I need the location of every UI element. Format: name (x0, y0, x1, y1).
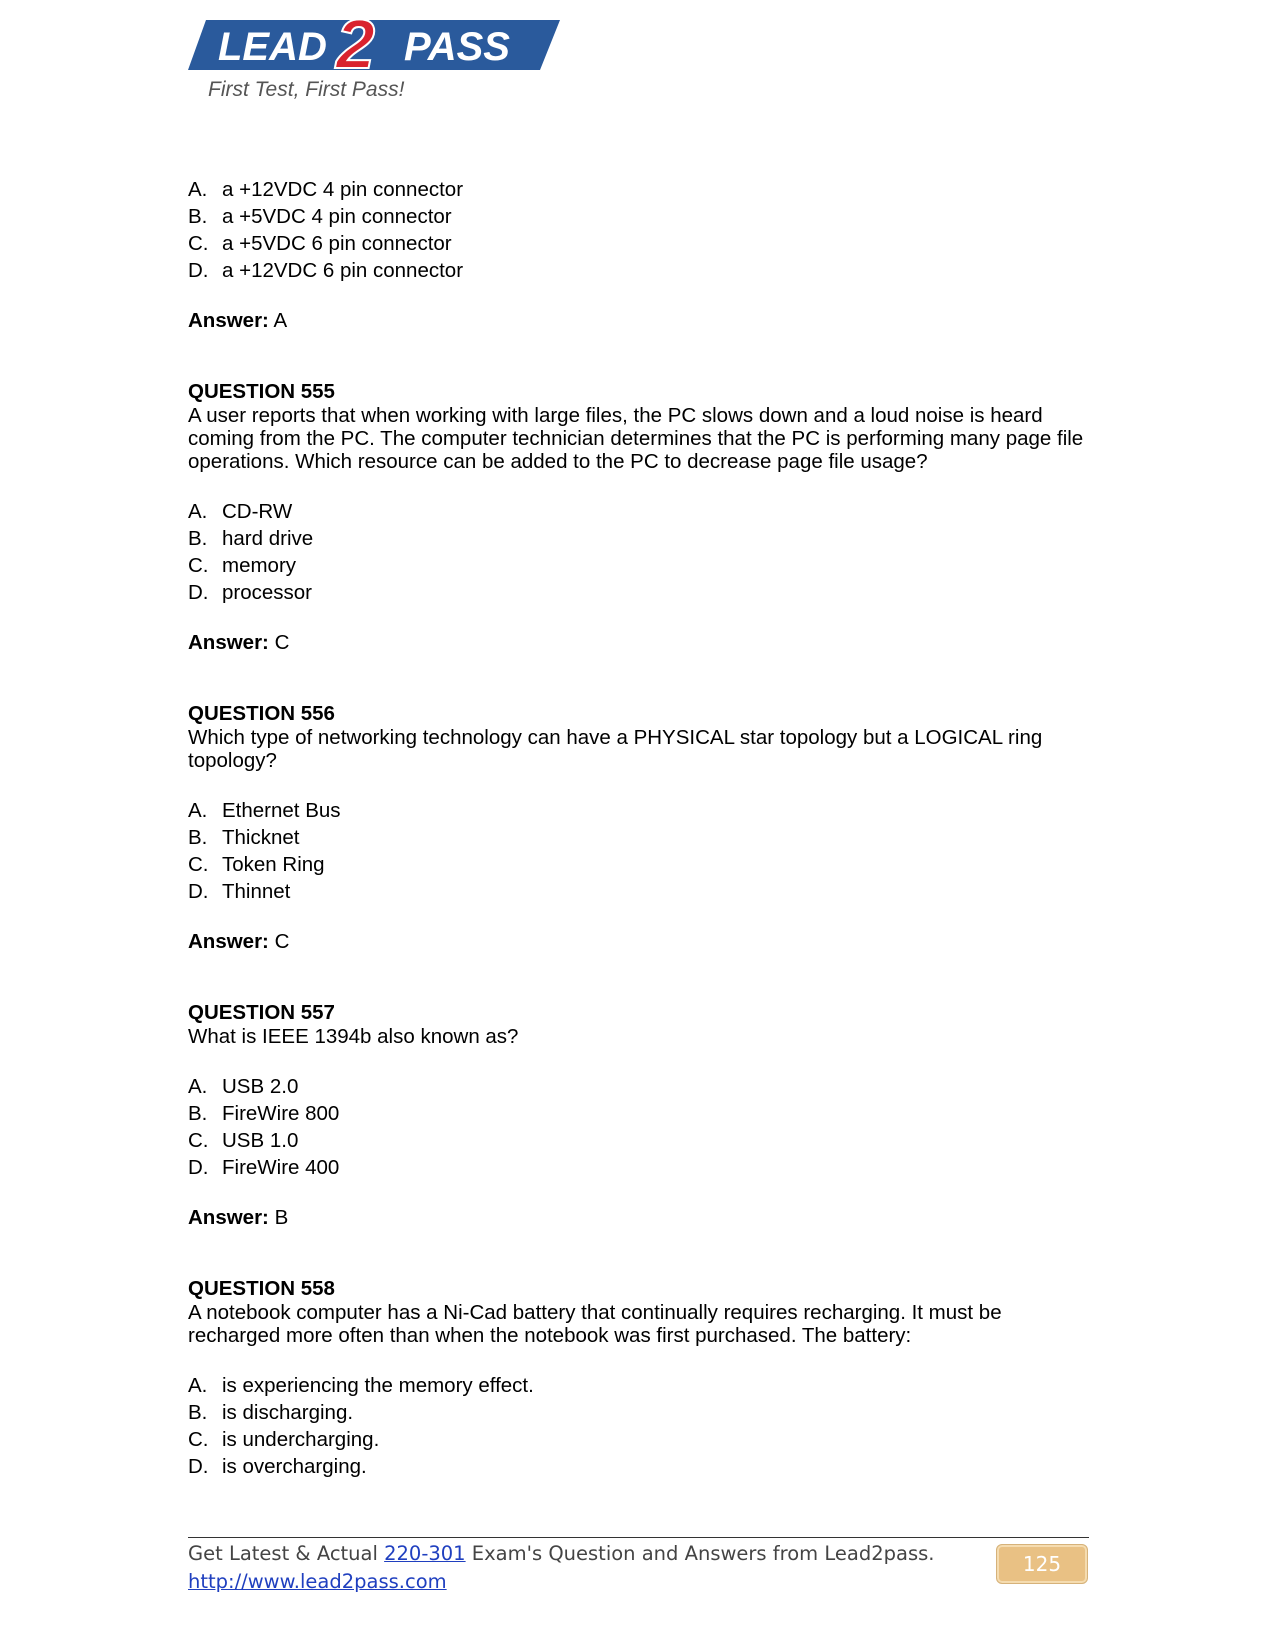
footer-site (188, 1570, 447, 1593)
question-text: A notebook computer has a Ni-Cad battery that continually requires recharging. It must be recharged more often than when the notebook was first purchased. The battery: (188, 1301, 1002, 1347)
answer-line (188, 629, 1088, 656)
option: B. Thicknet (188, 826, 300, 849)
option: A. USB 2.0 (188, 1075, 299, 1098)
answer-value: C (274, 930, 290, 953)
option-list (188, 797, 1088, 905)
option: C. USB 1.0 (188, 1129, 299, 1152)
option-list (188, 176, 1088, 284)
answer-line (188, 1204, 1088, 1231)
option: A. Ethernet Bus (188, 799, 341, 822)
previous-question (188, 176, 1088, 334)
option: D. Thinnet (188, 880, 291, 903)
option: B. a +5VDC 4 pin connector (188, 205, 452, 228)
question-title: QUESTION 558 (188, 1277, 335, 1300)
logo-pass-text: PASS (404, 25, 510, 69)
option: B. is discharging. (188, 1401, 354, 1424)
footer-divider (188, 1537, 1089, 1538)
page-number-badge: 125 (996, 1544, 1088, 1584)
answer-line (188, 928, 1088, 955)
answer-label: Answer: (188, 309, 269, 332)
option: D. a +12VDC 6 pin connector (188, 259, 464, 282)
answer-value: C (274, 631, 290, 654)
question-555 (188, 380, 1088, 656)
logo-two-text: 2 (336, 10, 375, 83)
answer-line (188, 307, 1088, 334)
answer-value: B (274, 1206, 289, 1229)
option: B. FireWire 800 (188, 1102, 340, 1125)
exam-link[interactable]: 220-301 (384, 1542, 466, 1565)
question-text: Which type of networking technology can have a PHYSICAL star topology but a LOGICAL ring topology? (188, 726, 1043, 772)
option: C. memory (188, 554, 297, 577)
question-558 (188, 1277, 1088, 1480)
question-557 (188, 1001, 1088, 1231)
answer-label: Answer: (188, 631, 269, 654)
answer-label: Answer: (188, 930, 269, 953)
logo-tagline: First Test, First Pass! (208, 78, 405, 101)
option: D. FireWire 400 (188, 1156, 340, 1179)
footer-tagline: Get Latest & Actual 220-301 Exam's Question and Answers from Lead2pass. (188, 1542, 935, 1565)
option: C. Token Ring (188, 853, 325, 876)
option-list (188, 498, 1088, 606)
answer-label: Answer: (188, 1206, 269, 1229)
question-text: A user reports that when working with large files, the PC slows down and a loud noise is heard coming from the PC. The computer technician determines that the PC is performing many page file operations. Which resource can be added to the PC to decrease page file usage? (188, 404, 1084, 473)
question-title: QUESTION 556 (188, 702, 335, 725)
answer-value: A (273, 309, 288, 332)
question-556 (188, 702, 1088, 955)
option-list (188, 1372, 1088, 1480)
question-text: What is IEEE 1394b also known as? (188, 1025, 519, 1048)
option: D. is overcharging. (188, 1455, 367, 1478)
option: B. hard drive (188, 527, 314, 550)
option: A. is experiencing the memory effect. (188, 1374, 534, 1397)
page-content (188, 176, 1088, 1480)
option: A. CD-RW (188, 500, 293, 523)
option: C. a +5VDC 6 pin connector (188, 232, 452, 255)
option: A. a +12VDC 4 pin connector (188, 178, 464, 201)
question-title: QUESTION 555 (188, 380, 335, 403)
question-title: QUESTION 557 (188, 1001, 335, 1024)
option: C. is undercharging. (188, 1428, 380, 1451)
logo-lead-text: LEAD (218, 25, 327, 69)
lead2pass-logo (188, 10, 578, 110)
site-link[interactable]: http://www.lead2pass.com (188, 1570, 447, 1593)
option-list (188, 1073, 1088, 1181)
option: D. processor (188, 581, 313, 604)
